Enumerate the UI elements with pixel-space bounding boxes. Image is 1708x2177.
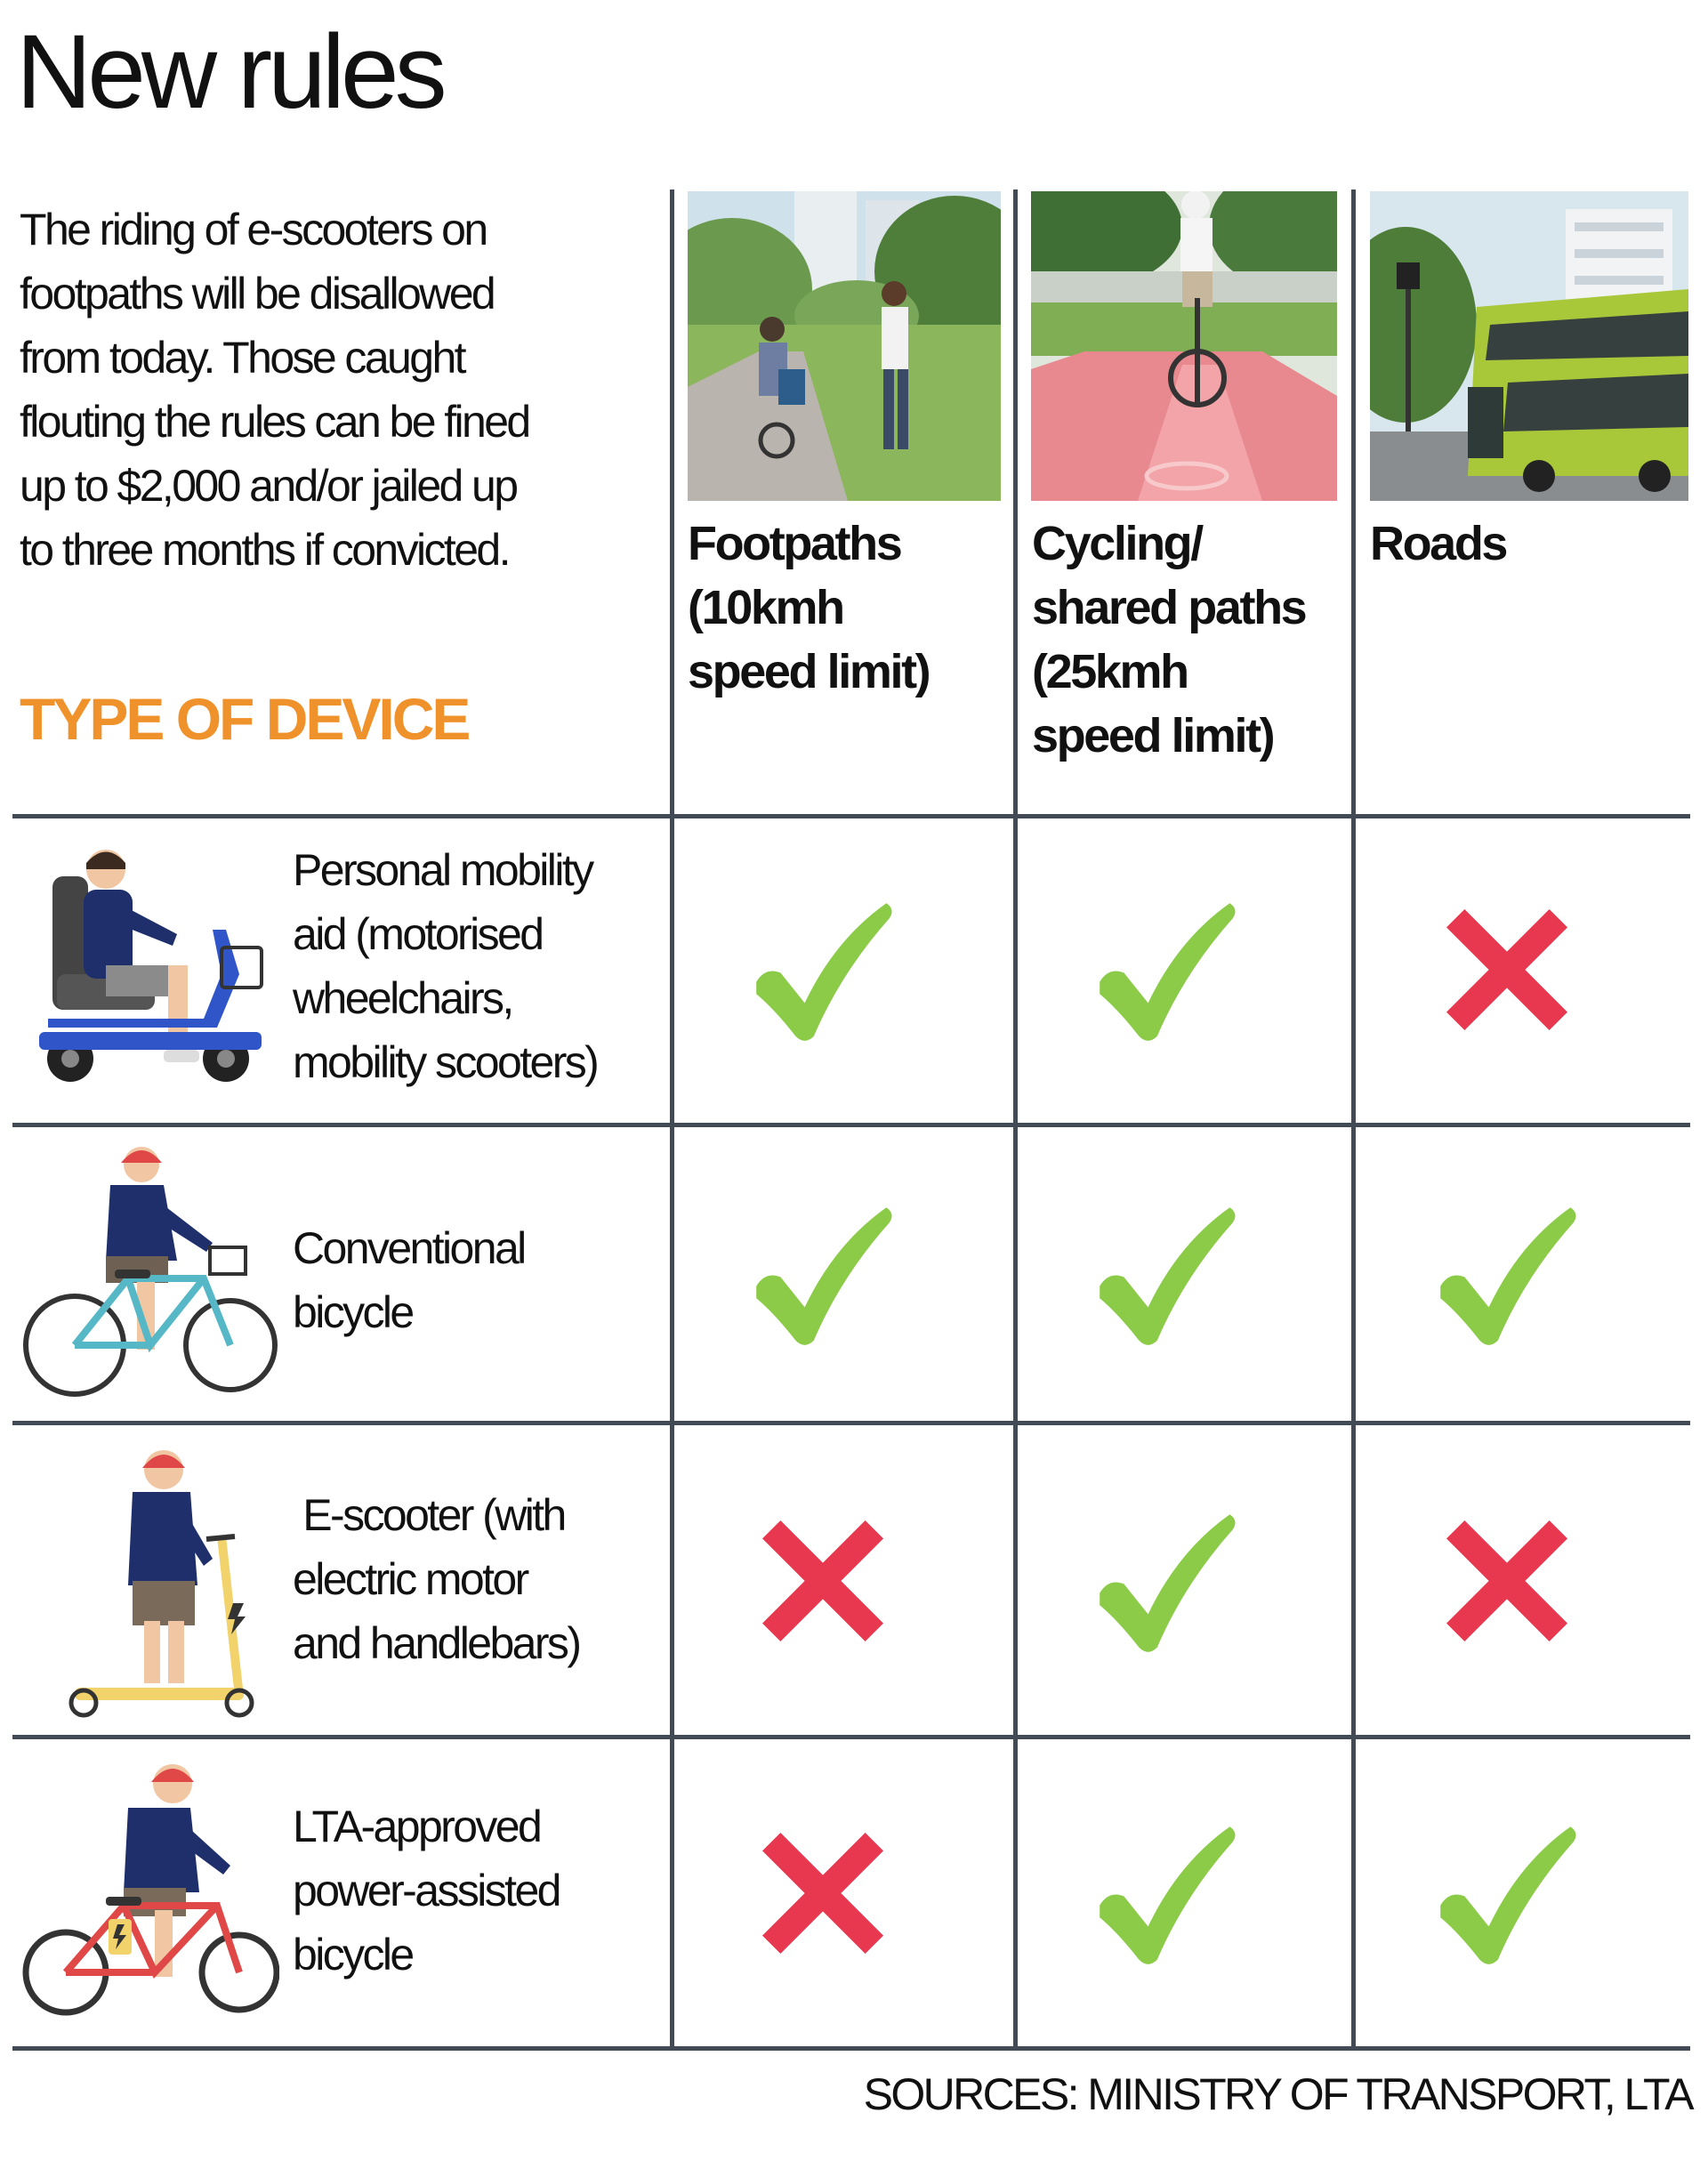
column-header-line: speed limit) <box>688 645 930 698</box>
footpaths-allowed-cross-mark <box>747 1818 898 1969</box>
cycling-paths-allowed-check-mark <box>1091 1505 1242 1657</box>
device-row-personal-mobility-aid <box>12 818 1690 1123</box>
road-bus-photo <box>1370 191 1688 501</box>
device-row-e-scooter <box>12 1425 1690 1735</box>
check-icon <box>1091 894 1242 1045</box>
row-divider <box>12 2046 1690 2051</box>
check-mark-shape <box>756 1207 891 1345</box>
column-header-line: speed limit) <box>1032 709 1274 762</box>
check-mark-shape <box>1440 1207 1575 1345</box>
cycling-paths-allowed-check-mark <box>1091 1818 1242 1969</box>
cross-icon <box>1431 1505 1583 1657</box>
device-label-line: and handlebars) <box>293 1618 580 1668</box>
intro-line: footpaths will be disallowed <box>20 269 495 318</box>
check-icon <box>747 1198 898 1350</box>
device-label-line: bicycle <box>293 1287 413 1337</box>
e-scooter-icon <box>21 1443 279 1719</box>
check-icon <box>747 894 898 1045</box>
cycling-paths-allowed-check-mark <box>1091 894 1242 1045</box>
device-label-line: mobility scooters) <box>293 1037 598 1087</box>
mobility-scooter-icon <box>21 841 279 1099</box>
roads-allowed-cross-mark <box>1431 894 1583 1045</box>
check-mark-shape <box>1100 1207 1235 1345</box>
cross-mark-shape <box>762 1833 883 1954</box>
check-icon <box>1091 1818 1242 1969</box>
footpaths-allowed-cross-mark <box>747 1505 898 1657</box>
intro-text <box>20 198 660 582</box>
device-label-line: Conventional <box>293 1223 525 1273</box>
intro-line: The riding of e-scooters on <box>20 205 487 254</box>
device-label <box>293 1794 684 1987</box>
cycling-path-photo <box>1031 191 1337 501</box>
power-assisted-bicycle-icon <box>21 1759 279 2026</box>
check-mark-shape <box>1100 1826 1235 1964</box>
check-mark-shape <box>1100 1514 1235 1652</box>
check-mark-shape <box>1440 1826 1575 1964</box>
cross-mark-shape <box>1446 1520 1567 1641</box>
column-header-cycling-shared-paths <box>1032 512 1352 768</box>
column-header-line: Footpaths <box>688 517 901 570</box>
cross-mark-shape <box>1446 909 1567 1030</box>
column-header-roads <box>1370 512 1690 576</box>
device-label <box>293 1483 684 1675</box>
roads-allowed-check-mark <box>1431 1198 1583 1350</box>
type-of-device-heading: TYPE OF DEVICE <box>20 686 469 752</box>
device-label-line: LTA-approved <box>293 1802 541 1851</box>
device-label-line: Personal mobility <box>293 845 592 895</box>
device-label-line: bicycle <box>293 1930 413 1979</box>
device-row-conventional-bicycle <box>12 1127 1690 1421</box>
device-row-power-assisted-bicycle <box>12 1739 1690 2046</box>
intro-line: flouting the rules can be fined <box>20 397 529 447</box>
check-mark-shape <box>1100 903 1235 1041</box>
check-icon <box>1431 1818 1583 1969</box>
check-icon <box>1431 1198 1583 1350</box>
column-header-line: Cycling/ <box>1032 517 1202 570</box>
column-header-line: Roads <box>1370 517 1507 570</box>
column-header-line: shared paths <box>1032 581 1306 634</box>
device-label <box>293 1216 684 1344</box>
intro-line: to three months if convicted. <box>20 525 509 575</box>
device-label <box>293 838 684 1094</box>
footpath-photo <box>688 191 1001 501</box>
footpaths-allowed-check-mark <box>747 894 898 1045</box>
cross-icon <box>747 1818 898 1969</box>
cross-icon <box>747 1505 898 1657</box>
check-icon <box>1091 1505 1242 1657</box>
device-label-line: E-scooter (with <box>293 1490 565 1540</box>
roads-allowed-check-mark <box>1431 1818 1583 1969</box>
check-mark-shape <box>756 903 891 1041</box>
column-header-line: (25kmh <box>1032 645 1188 698</box>
bicycle-icon <box>21 1145 279 1412</box>
sources-credit: SOURCES: MINISTRY OF TRANSPORT, LTA <box>863 2069 1692 2119</box>
check-icon <box>1091 1198 1242 1350</box>
intro-line: from today. Those caught <box>20 333 464 383</box>
cross-mark-shape <box>762 1520 883 1641</box>
intro-line: up to $2,000 and/or jailed up <box>20 461 517 511</box>
page-title: New rules <box>16 13 443 131</box>
device-label-line: wheelchairs, <box>293 973 512 1023</box>
device-label-line: electric motor <box>293 1554 528 1604</box>
device-label-line: power-assisted <box>293 1866 560 1915</box>
roads-allowed-cross-mark <box>1431 1505 1583 1657</box>
device-label-line: aid (motorised <box>293 909 543 959</box>
footpaths-allowed-check-mark <box>747 1198 898 1350</box>
cycling-paths-allowed-check-mark <box>1091 1198 1242 1350</box>
column-header-footpaths <box>688 512 1008 704</box>
cross-icon <box>1431 894 1583 1045</box>
column-header-line: (10kmh <box>688 581 843 634</box>
